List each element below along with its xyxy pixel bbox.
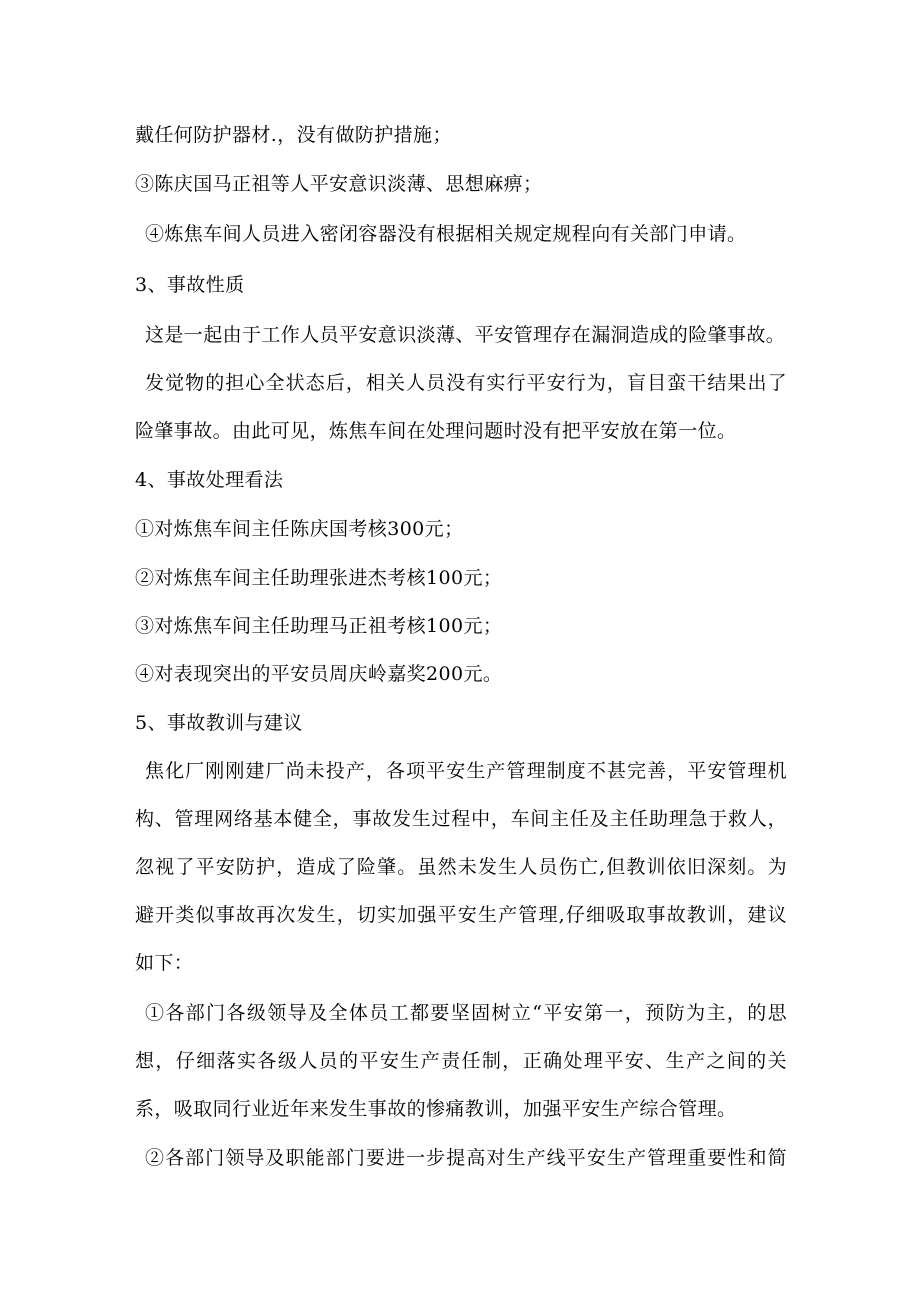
text-line: ④炼焦车间人员进入密闭容器没有根据相关规定规程向有关部门申请。	[145, 223, 747, 245]
text-line: 如下：	[135, 952, 194, 974]
text-line: 险肇事故。由此可见，炼焦车间在处理问题时没有把平安放在第一位。	[135, 420, 737, 442]
list-item: ③对炼焦车间主任助理马正祖考核100元；	[135, 615, 503, 637]
section-heading: 5、事故教训与建议	[135, 712, 303, 734]
list-item: ②对炼焦车间主任助理张进杰考核100元；	[135, 567, 503, 589]
text-line: 想，仔细落实各级人员的平安生产责任制，正确处理平安、生产之间的关	[135, 1050, 787, 1072]
text-line: 避开类似事故再次发生，切实加强平安生产管理,仔细吸取事故教训，建议	[135, 904, 787, 926]
text-line: 忽视了平安防护，造成了险肇。虽然未发生人员伤亡,但教训依旧深刻。为	[135, 856, 787, 878]
text-line: 发觉物的担心全状态后，相关人员没有实行平安行为，盲目蛮干结果出了	[145, 372, 787, 394]
text-line: 焦化厂刚刚建厂尚未投产，各项平安生产管理制度不甚完善，平安管理机	[145, 760, 787, 782]
list-item: ①对炼焦车间主任陈庆国考核300元；	[135, 518, 464, 540]
list-item: ①各部门各级领导及全体员工都要坚固树立“平安第一，预防为主，的思	[145, 1002, 787, 1024]
section-heading: 3、事故性质	[135, 274, 245, 296]
list-item: ②各部门领导及职能部门要进一步提高对生产线平安生产管理重要性和简	[145, 1147, 787, 1169]
text-line: 构、管理网络基本健全，事故发生过程中，车间主任及主任助理急于救人，	[135, 808, 787, 830]
text-line: 这是一起由于工作人员平安意识淡薄、平安管理存在漏洞造成的险肇事故。	[145, 324, 786, 346]
section-heading: 4、事故处理看法	[135, 469, 284, 491]
text-line: 戴任何防护器材.，没有做防护措施；	[135, 124, 452, 146]
list-item: ④对表现突出的平安员周庆岭嘉奖200元。	[135, 663, 503, 685]
text-line: ③陈庆国马正祖等人平安意识淡薄、思想麻痹；	[135, 173, 543, 195]
text-line: 系，吸取同行业近年来发生事故的惨痛教训，加强平安生产综合管理。	[135, 1098, 737, 1120]
